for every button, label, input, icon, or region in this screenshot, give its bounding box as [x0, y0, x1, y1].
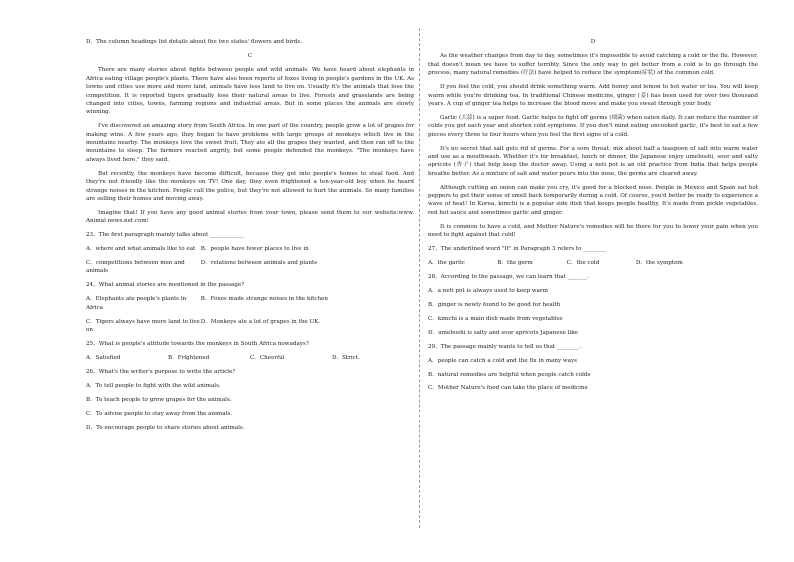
- option: C．To advise people to stay away from the animals.: [86, 410, 232, 417]
- question-29: 29、The passage mainly wants to tell us that ________.: [428, 343, 582, 350]
- option: B．Foxes made strange noises in the kitchen: [200, 296, 329, 303]
- option: C．competitions between men and animals: [86, 260, 185, 275]
- option: A．people can catch a cold and the flu in many ways: [428, 357, 578, 364]
- option: C．Cheerful: [250, 354, 285, 361]
- left-column: [86, 38, 414, 438]
- passage-d-paragraph: As the weather changes from day to day, sometimes it's impossible to avoid catching a cold or the flu. However, that doesn't mean we have to suffer terribly. Since the only way to get better from a cold is to go through the process, many natural remedies (疗法) have helped to reduce the symptom(症状) of the common cold.: [428, 53, 758, 77]
- option: A．Satisfied: [86, 354, 121, 361]
- section-heading-d: D: [590, 39, 596, 45]
- question-25: 25、What is people's attitude towards the monkeys in South Africa nowadays?: [86, 340, 309, 347]
- question-23-options-row: [86, 245, 414, 253]
- option: C．the cold: [566, 260, 600, 267]
- question-24: 24、What animal stories are mentioned in the passage?: [86, 282, 245, 289]
- option: C．Mother Nature's food can take the place of medicine: [428, 385, 588, 392]
- option: C．kimchi is a main dish made from vegetables: [428, 315, 563, 322]
- passage-d-paragraph: It is common to have a cold, and Mother Nature's remedies will be there for you to lower your pain when you need to fight against that cold!: [428, 223, 758, 239]
- option: A．Elephants ate people's plants in Africa: [86, 296, 187, 311]
- option: B．natural remedies are helpful when people catch colds: [428, 371, 591, 378]
- section-heading-c: C: [247, 52, 253, 59]
- option: B．To teach people to grow grapes for the animals.: [86, 396, 232, 403]
- question-26: 26、What's the writer's purpose to write the article?: [86, 368, 236, 375]
- question-24-options-row: [86, 295, 414, 312]
- option: D．Monkeys ate a lot of grapes in the UK.: [200, 318, 321, 325]
- question-23-options-row: [86, 259, 414, 276]
- question-24-options-row: [86, 318, 414, 335]
- option: C．Tigers always have more land to live on: [86, 318, 200, 334]
- question-23: 23、The first paragraph mainly talks about ____________: [86, 232, 244, 239]
- option: D．relations between animals and plants: [200, 260, 318, 267]
- option: D．Strict.: [332, 354, 360, 361]
- passage-d-paragraph: Although cutting an onion can make you cry, it's good for a blocked nose. People in Mexico and Spain eat hot peppers to get their sense of smell back temporarily during a cold. Of course, you'd better be ready to experience a wave of heat! In Korea, kimchi is a popular side dish that keeps people healthy. It's made from pickle vegetables, red hot sauce and sometimes garlic and ginger.: [428, 184, 758, 216]
- passage-d-paragraph: If you feel the cold, you should drink something warm. Add honey and lemon to hot water or tea. You will keep warm while you're drinking tea. In traditional Chinese medicine, ginger (姜) has been used for over two thousand years. A cup of ginger tea helps to increase the blood move and make you sweat through your body.: [428, 84, 758, 107]
- option: A．where and what animals like to eat: [86, 246, 196, 253]
- question-28: 28、According to the passage, we can learn that _______.: [428, 273, 589, 280]
- right-column: [428, 38, 758, 398]
- option: B．Frightened: [168, 354, 210, 361]
- passage-c-paragraph: I've discovered an amazing story from South Africa. In one part of the country, people grow a lot of grapes for making wine. A few years ago, they began to have problems with large groups of monkeys which live in the mountains nearby. The monkeys love the sweet fruit. They ate all the grapes they wanted, and then ran off to the mountains to sleep. The farmers reacted angrily, but some people defended the monkeys. "The monkeys have always lived here," they said.: [86, 123, 414, 163]
- previous-question-option-d: D．The column headings list details about the two states' flowers and birds.: [86, 39, 303, 45]
- option: D．the symptom: [635, 260, 683, 267]
- option: A．To tell people to fight with the wild animals.: [86, 382, 221, 389]
- option: D．umeboshi is salty and sour apricots Japanese like: [428, 329, 578, 336]
- option: B．the germ: [497, 260, 533, 267]
- passage-c-paragraph: But recently, the monkeys have become difficult, because they get into people's homes to steal food. And they're not friendly like the monkeys on TV! One day, they even frightened a ten-year-old boy when he heard strange noises in the kitchen. People call the police, but they're not allowed to hurt the animals. So many families are selling their homes and moving away.: [86, 170, 414, 202]
- column-divider: [419, 28, 420, 528]
- passage-d-paragraph: It's no secret that salt gets rid of germs. For a sore throat, mix about half a teaspoon of salt into warm water and use as a mouthwash. Whether it's for breakfast, lunch or dinner, the Japanese enjoy umeboshi, sour and salty apricots (杏子) that help keep the doctor away. Using a neti pot is an old practice from India that helps people breathe better. As a mixture of salt and water pours into the nose, the germs are cleared away.: [428, 145, 758, 177]
- passage-c-paragraph: Imagine that! If you have any good animal stories from your town, please send them to our website:www. Animal news.net.com!: [86, 209, 414, 225]
- question-25-options-row: [86, 354, 414, 362]
- question-27-options-row: [428, 259, 758, 267]
- passage-d-paragraph: Garlic (大蒜) is a super food. Garlic helps to fight off germs (细菌) when eaten daily. It can reduce the number of colds you get each year and shorten cold symptoms. If you don't mind eating uncooked garlic, it's best to eat a few pieces every three to four hours when you feel the first signs of a cold.: [428, 114, 758, 138]
- option: B．ginger is newly found to be good for health: [428, 301, 561, 308]
- passage-c-paragraph: There are many stories about fights between people and wild animals. We have heard about elephants in Africa eating village people's plants. There have also been reports of foxes living in people's gardens in the UK. As towns and cities use more and more land, animals have less land to live on. Usually it's the animals that lose the competition. It is reported tigers gradually lose their natural areas to live. Forests and grasslands are being changed into cities, towns, farming regions and industrial areas. But in some places the animals are slowly winning.: [86, 67, 414, 116]
- option: A．a neti pot is always used to keep warm: [428, 287, 548, 294]
- option: A．the garlic: [428, 260, 465, 267]
- question-27: 27、The underlined word "It" in Paragraph 3 refers to ________: [428, 246, 606, 253]
- option: D．To encourage people to share stories about animals.: [86, 424, 245, 431]
- option: B．people have fewer places to live in: [200, 246, 309, 253]
